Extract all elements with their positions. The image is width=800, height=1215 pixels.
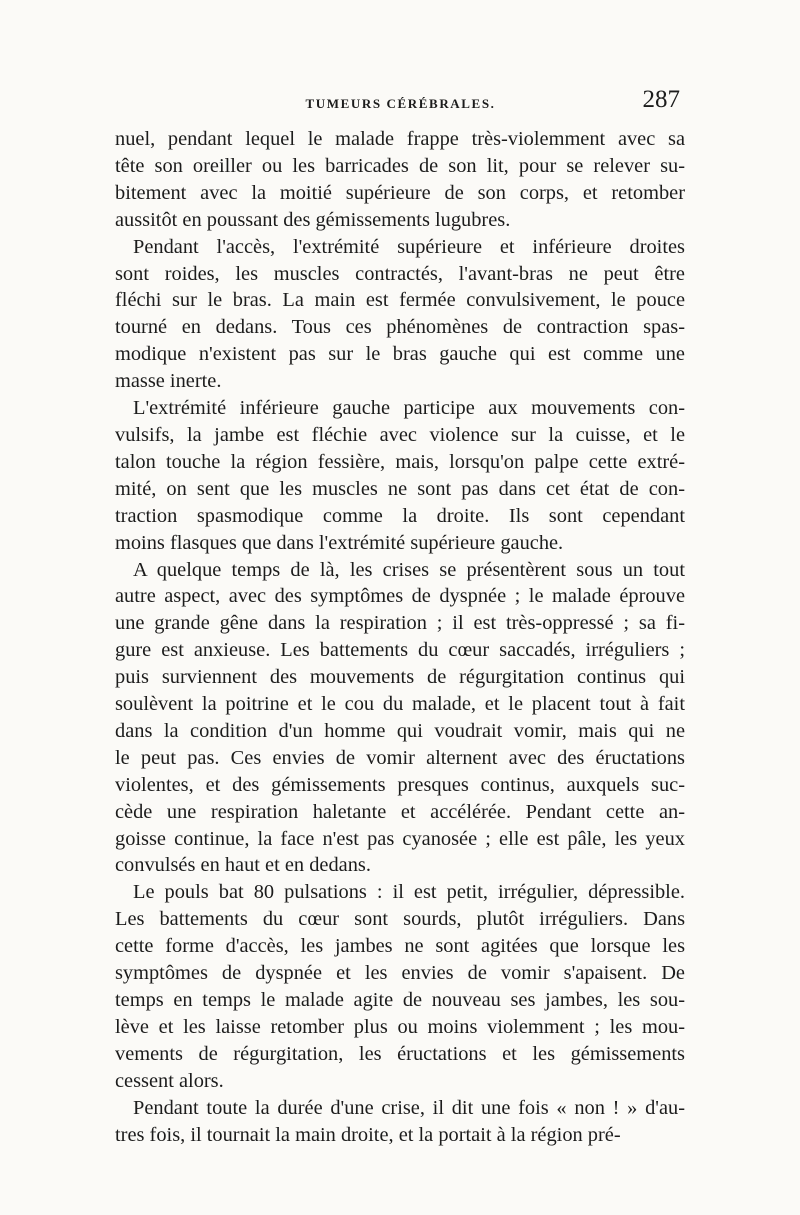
paragraph	[115, 234, 685, 395]
text-line: fléchi sur le bras. La main est fermée convulsivement, le pouce	[115, 289, 685, 312]
text-line: puis surviennent des mouvements de régurgitation continus qui	[115, 666, 685, 689]
body-text	[115, 126, 685, 1148]
text-line: gure est anxieuse. Les battements du cœur saccadés, irréguliers ;	[115, 639, 685, 662]
text-line: A quelque temps de là, les crises se présentèrent sous un tout	[133, 558, 685, 581]
running-head	[113, 86, 688, 118]
text-line: talon touche la région fessière, mais, lorsqu'on palpe cette extré-	[115, 450, 685, 473]
text-line: tourné en dedans. Tous ces phénomènes de contraction spas-	[115, 316, 685, 339]
text-line: cède une respiration haletante et accélérée. Pendant cette an-	[115, 800, 685, 823]
paragraph	[115, 395, 685, 556]
paragraph	[115, 126, 685, 234]
text-line: le peut pas. Ces envies de vomir alternent avec des éructations	[115, 746, 685, 769]
text-line: symptômes de dyspnée et les envies de vomir s'apaisent. De	[115, 962, 685, 985]
text-line: modique n'existent pas sur le bras gauche qui est comme une	[115, 343, 685, 366]
text-line: aussitôt en poussant des gémissements lugubres.	[115, 208, 511, 231]
text-line: lève et les laisse retomber plus ou moins violemment ; les mou-	[115, 1015, 685, 1038]
text-line: tête son oreiller ou les barricades de son lit, pour se relever su-	[115, 154, 685, 177]
text-line: vulsifs, la jambe est fléchie avec violence sur la cuisse, et le	[115, 423, 685, 446]
text-line: bitement avec la moitié supérieure de son corps, et retomber	[115, 181, 685, 204]
text-line: convulsés en haut et en dedans.	[115, 854, 371, 877]
text-line: mité, on sent que les muscles ne sont pas dans cet état de con-	[115, 477, 685, 500]
text-line: Le pouls bat 80 pulsations : il est petit, irrégulier, dépressible.	[133, 881, 685, 904]
text-line: traction spasmodique comme la droite. Ils sont cependant	[115, 504, 685, 527]
running-title: TUMEURS CÉRÉBRALES.	[305, 96, 496, 111]
text-line: autre aspect, avec des symptômes de dyspnée ; le malade éprouve	[115, 585, 685, 608]
text-line: temps en temps le malade agite de nouveau ses jambes, les sou-	[115, 989, 685, 1011]
text-line: Les battements du cœur sont sourds, plutôt irréguliers. Dans	[115, 908, 685, 931]
text-line: vements de régurgitation, les éructations et les gémissements	[115, 1042, 685, 1065]
text-line: sont roides, les muscles contractés, l'avant-bras ne peut être	[115, 262, 685, 285]
paragraph	[115, 1095, 685, 1149]
page-number: 287	[642, 86, 680, 113]
text-line: une grande gêne dans la respiration ; il est très-oppressé ; sa fi-	[115, 612, 685, 635]
text-line: goisse continue, la face n'est pas cyanosée ; elle est pâle, les yeux	[115, 827, 685, 850]
text-line: tres fois, il tournait la main droite, et la portait à la région pré-	[115, 1123, 621, 1146]
text-line: masse inerte.	[115, 370, 222, 393]
paragraph	[115, 557, 685, 880]
text-line: cessent alors.	[115, 1069, 224, 1092]
text-line: Pendant toute la durée d'une crise, il dit une fois « non ! » d'au-	[133, 1096, 685, 1119]
text-line: cette forme d'accès, les jambes ne sont agitées que lorsque les	[115, 935, 685, 958]
text-line: dans la condition d'un homme qui voudrait vomir, mais qui ne	[115, 719, 685, 742]
text-line: Pendant l'accès, l'extrémité supérieure et inférieure droites	[133, 235, 685, 258]
text-line: soulèvent la poitrine et le cou du malade, et le placent tout à fait	[115, 693, 685, 716]
text-line: L'extrémité inférieure gauche participe aux mouvements con-	[133, 397, 685, 420]
text-line: moins flasques que dans l'extrémité supérieure gauche.	[115, 531, 564, 554]
paragraph	[115, 879, 685, 1094]
text-line: nuel, pendant lequel le malade frappe très-violemment avec sa	[115, 128, 685, 150]
text-line: violentes, et des gémissements presques continus, auxquels suc-	[115, 773, 685, 796]
